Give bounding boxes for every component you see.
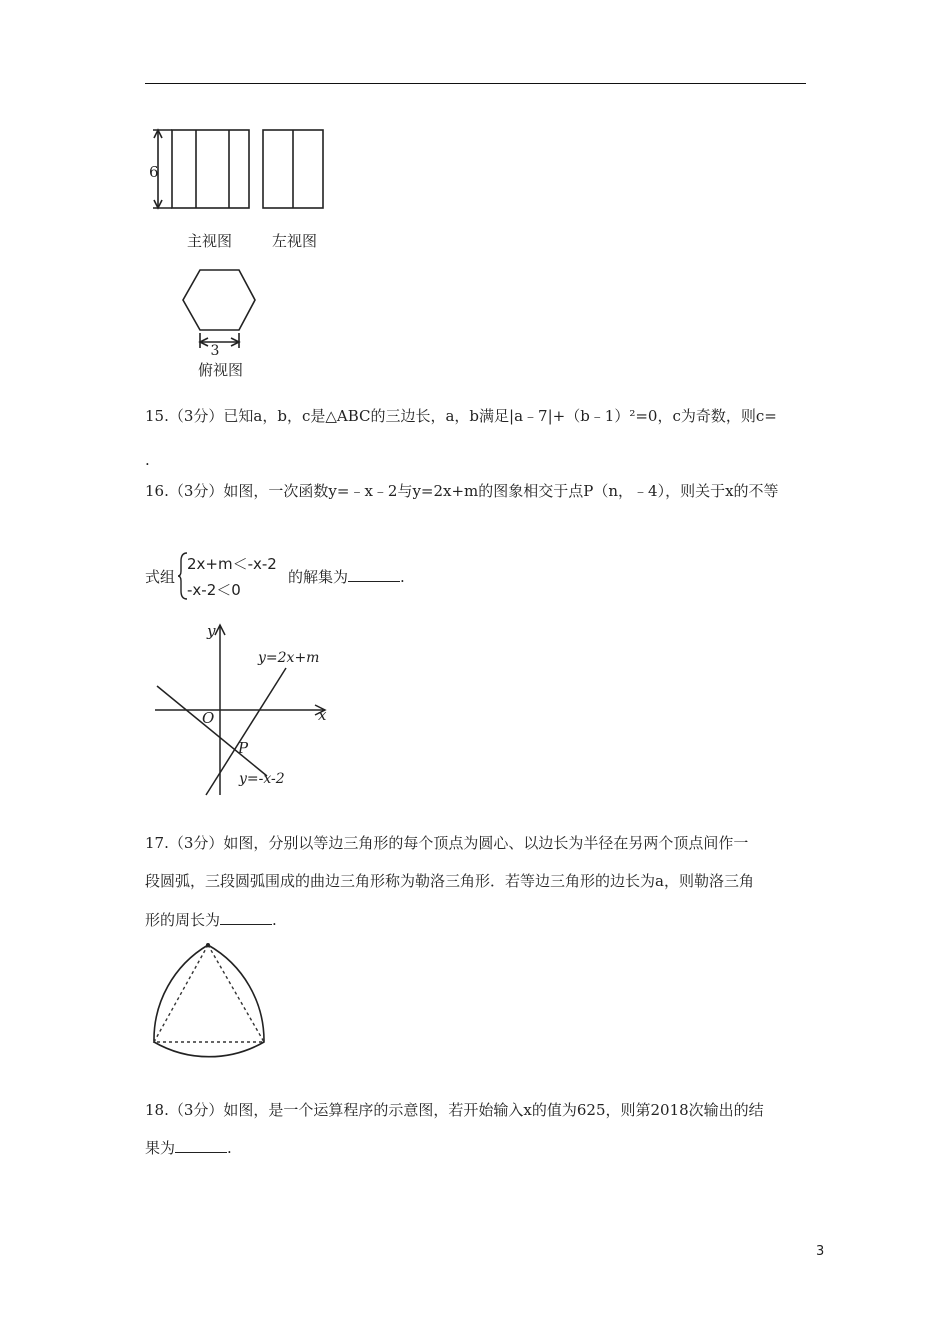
three-views-figure	[145, 120, 345, 385]
reuleaux-triangle-figure	[145, 935, 275, 1070]
q18-end: .	[227, 1139, 232, 1157]
q16-prefix: 式组	[145, 568, 176, 586]
line1-label: y=2x+m	[258, 650, 320, 666]
top-view-hexagon	[183, 270, 255, 330]
header-rule	[145, 83, 806, 84]
q15-line2: .	[145, 451, 150, 469]
top-dim-label: 3	[210, 343, 220, 359]
q17-line1: 17.（3分）如图，分别以等边三角形的每个顶点为圆心、以边长为半径在另两个顶点间作一	[145, 834, 749, 852]
reuleaux-outline	[154, 945, 264, 1057]
q15-line1: 15.（3分）已知a，b，c是△ABC的三边长，a，b满足|a﹣7|+（b﹣1）²=0，c为奇数，则c=	[145, 407, 777, 425]
inner-triangle	[154, 945, 264, 1042]
x-axis-label: x	[318, 706, 327, 724]
q17-line2: 段圆弧，三段圆弧围成的曲边三角形称为勒洛三角形．若等边三角形的边长为a，则勒洛三角	[145, 872, 754, 890]
q16-end: .	[400, 568, 405, 586]
q17-prefix: 形的周长为	[145, 911, 221, 929]
function-graph	[145, 620, 345, 800]
q17-end: .	[272, 911, 277, 929]
front-view-rect	[172, 130, 249, 208]
height-label: 6	[149, 163, 159, 181]
left-view-caption: 左视图	[272, 232, 318, 250]
q16-answer-blank	[348, 567, 400, 582]
q17-answer-blank	[220, 910, 272, 925]
inequality-1: 2x+m＜-x-2	[187, 555, 277, 573]
line2-label: y=-x-2	[239, 771, 285, 787]
q18-prefix: 果为	[145, 1139, 176, 1157]
y-axis-label: y	[207, 622, 216, 640]
inequality-system	[177, 551, 287, 601]
inequality-2: -x-2＜0	[187, 581, 241, 599]
point-p-label: P	[238, 739, 249, 757]
q18-line1: 18.（3分）如图，是一个运算程序的示意图，若开始输入x的值为625，则第2018次输出的结	[145, 1101, 764, 1119]
line-y-neg-x-minus-2	[157, 686, 267, 776]
q18-answer-blank	[175, 1138, 227, 1153]
origin-label: O	[202, 709, 215, 727]
q16-suffix: 的解集为	[288, 568, 349, 586]
top-view-caption: 俯视图	[198, 361, 244, 379]
front-view-caption: 主视图	[187, 232, 233, 250]
q16-line1: 16.（3分）如图，一次函数y=﹣x﹣2与y=2x+m的图象相交于点P（n，﹣4），则关于x的不等	[145, 482, 779, 500]
page-number: 3	[816, 1244, 825, 1259]
